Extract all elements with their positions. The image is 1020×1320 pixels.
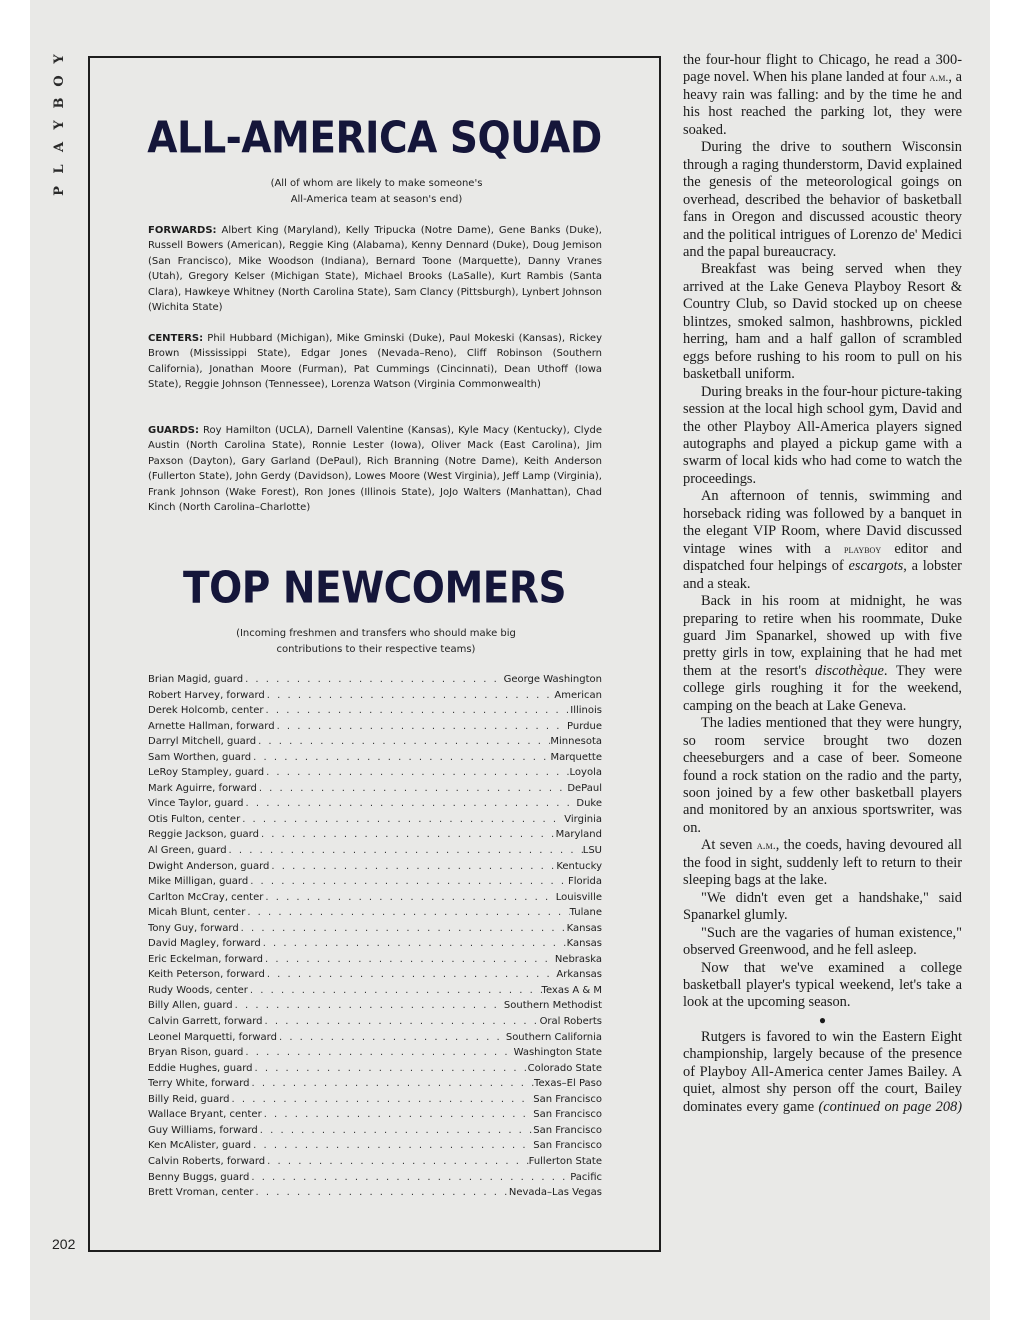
newcomer-team: Maryland <box>555 829 602 841</box>
dot-leader <box>251 1138 533 1154</box>
newcomer-row <box>148 734 602 750</box>
squad-subtitle-line: All-America team at season's end) <box>290 194 463 205</box>
newcomer-name: Eric Eckelman, forward <box>148 953 263 965</box>
spine-letter: Y <box>52 54 67 64</box>
newcomer-team: San Francisco <box>533 1140 602 1152</box>
spine-letter: O <box>52 75 67 87</box>
article-text: An afternoon of tennis, swimming and horseback riding was followed by a banquet in the elegant VIP Room, where David discussed vintage wines with a <box>683 488 962 557</box>
newcomer-team: Duke <box>576 798 602 810</box>
newcomers-subtitle-line: (Incoming freshmen and transfers who should make big <box>236 628 516 639</box>
dot-leader <box>252 1061 527 1077</box>
newcomer-name: Dwight Anderson, guard <box>148 860 270 872</box>
newcomer-row <box>148 672 602 688</box>
newcomer-team: Pacific <box>570 1171 602 1183</box>
newcomer-row <box>148 1107 602 1123</box>
newcomer-row <box>148 827 602 843</box>
newcomer-team: Colorado State <box>527 1062 602 1074</box>
newcomer-team: San Francisco <box>533 1093 602 1105</box>
newcomer-name: Darryl Mitchell, guard <box>148 736 257 748</box>
newcomer-name: Wallace Bryant, center <box>148 1109 262 1121</box>
article-text: a.m. <box>929 70 949 85</box>
dot-leader <box>227 843 583 859</box>
newcomer-name: Calvin Roberts, forward <box>148 1155 266 1167</box>
newcomer-team: Kansas <box>566 938 602 950</box>
dot-leader <box>261 936 567 952</box>
squad-subtitle <box>220 176 533 208</box>
dot-leader <box>248 983 542 999</box>
dot-leader <box>243 1045 513 1061</box>
newcomer-team: Southern Methodist <box>503 1000 602 1012</box>
newcomer-name: Billy Allen, guard <box>148 1000 233 1012</box>
dot-leader <box>249 1170 570 1186</box>
centers-label: CENTERS: <box>148 333 204 344</box>
newcomer-row <box>148 859 602 875</box>
article-text: discothèque <box>815 662 884 679</box>
newcomer-team: Loyola <box>569 767 602 779</box>
newcomer-row <box>148 796 602 812</box>
newcomer-name: Calvin Garrett, forward <box>148 1016 263 1028</box>
newcomer-team: Oral Roberts <box>539 1016 602 1028</box>
newcomer-name: Tony Guy, forward <box>148 922 239 934</box>
sidebar-box <box>88 56 661 1252</box>
forwards-label: FORWARDS: <box>148 225 217 236</box>
newcomer-name: Sam Worthen, guard <box>148 751 252 763</box>
newcomer-team: Washington State <box>513 1047 602 1059</box>
newcomer-row <box>148 1030 602 1046</box>
dot-leader <box>265 1154 528 1170</box>
spine-title <box>52 48 68 202</box>
newcomer-team: Illinois <box>570 705 602 717</box>
magazine-page <box>30 0 990 1320</box>
newcomer-name: Billy Reid, guard <box>148 1093 230 1105</box>
newcomer-row <box>148 1092 602 1108</box>
newcomer-row <box>148 998 602 1014</box>
dot-leader <box>239 921 567 937</box>
newcomer-row <box>148 1061 602 1077</box>
newcomer-team: Purdue <box>567 720 602 732</box>
newcomer-name: Benny Buggs, guard <box>148 1171 250 1183</box>
newcomer-name: Mike Milligan, guard <box>148 876 249 888</box>
dot-leader <box>264 765 569 781</box>
dot-leader <box>265 967 557 983</box>
newcomer-row <box>148 812 602 828</box>
guards-paragraph <box>148 423 602 515</box>
dot-leader <box>277 1030 506 1046</box>
dot-leader <box>257 781 567 797</box>
newcomer-row <box>148 874 602 890</box>
newcomer-name: Vince Taylor, guard <box>148 798 244 810</box>
guards-list: Roy Hamilton (UCLA), Darnell Valentine (Kansas), Kyle Macy (Kentucky), Clyde Austin (North Carolina State), Ronnie Lester (Iowa), Oliver Mack (East Carolina), Jim Paxson (Dayton), Gary Garland (DePaul), Rich Branning (Notre Dame), Keith Anderson (Fullerton State), John Gerdy (Davidson), Lowes Moore (West Virginia), Jeff Lamp (Virginia), Frank Johnson (Wake Forest), Ron Jones (Illinois State), JoJo Walters (Manhattan), Chad Kinch (North Carolina–Charlotte) <box>148 425 602 514</box>
newcomer-team: Virginia <box>564 813 602 825</box>
newcomer-row <box>148 905 602 921</box>
article-text: Rutgers is favored to win the Eastern Eight championship, largely because of the presence of Playboy All-America center James Bailey. A quiet, almost shy person off the court, Bailey dominates every game <box>683 1028 962 1115</box>
article-text: At seven <box>701 837 757 854</box>
article-paragraph: During the drive to southern Wisconsin through a raging thunderstorm, David explained the genesis of the meteorological goings on overhead, described the behavior of basketball fans in Oregon and discussed acoustic theory and the political intrigues of Lorenzo de' Medici and the papal bureaucracy. <box>683 139 962 260</box>
spine-letter: B <box>52 97 67 109</box>
dot-leader <box>263 952 555 968</box>
newcomer-team: Kentucky <box>556 860 602 872</box>
article-text: , a lobster and a steak. <box>683 558 962 592</box>
guards-label: GUARDS: <box>148 425 199 436</box>
newcomer-team: Southern California <box>505 1031 602 1043</box>
newcomer-name: Micah Blunt, center <box>148 907 246 919</box>
article-paragraph: Breakfast was being served when they arrived at the Lake Geneva Playboy Resort & Country Club, so David stocked up on cheese blintzes, smoked salmon, hashbrowns, pickled herring, ham and a half gallon of scrambled eggs before rushing to his room to pull on his basketball uniform. <box>683 261 962 383</box>
newcomer-name: Eddie Hughes, guard <box>148 1062 253 1074</box>
article-paragraph: "We didn't even get a handshake," said Spanarkel glumly. <box>683 889 962 924</box>
dot-leader <box>256 734 550 750</box>
dot-leader <box>264 703 571 719</box>
newcomer-row <box>148 983 602 999</box>
article-paragraph <box>683 488 962 593</box>
centers-paragraph <box>148 331 602 393</box>
section-bullet-icon: ● <box>818 1012 827 1027</box>
dot-leader <box>263 890 555 906</box>
newcomer-row <box>148 1123 602 1139</box>
dot-leader <box>245 905 569 921</box>
article-text: . They were college girls roughing it for the weekend, camping on the beach at Lake Geneva. <box>683 662 962 714</box>
article-text: , the coeds, having devoured all the food in sight, suddenly left to return to their sleeping bags at the lake. <box>683 837 963 889</box>
newcomer-name: Leonel Marquetti, forward <box>148 1031 277 1043</box>
newcomer-name: Arnette Hallman, forward <box>148 720 275 732</box>
dot-leader <box>240 812 564 828</box>
dot-leader <box>248 874 568 890</box>
dot-leader <box>275 719 567 735</box>
dot-leader <box>259 827 556 843</box>
dot-leader <box>258 1123 534 1139</box>
newcomer-name: Reggie Jackson, guard <box>148 829 259 841</box>
article-text: a.m. <box>756 838 776 853</box>
newcomer-team: Texas–El Paso <box>534 1078 602 1090</box>
newcomer-team: Tulane <box>569 907 602 919</box>
dot-leader <box>265 688 555 704</box>
dot-leader <box>262 1107 534 1123</box>
squad-subtitle-line: (All of whom are likely to make someone's <box>270 178 483 189</box>
dot-leader <box>230 1092 534 1108</box>
newcomer-row <box>148 719 602 735</box>
newcomer-row <box>148 1045 602 1061</box>
newcomer-name: Ken McAlister, guard <box>148 1140 252 1152</box>
article-text: Back in his room at midnight, he was preparing to retire when his roommate, Duke guard Jim Spanarkel, showed up with five pretty girls in tow, explaining that he had met them at the resort's <box>683 593 962 679</box>
newcomer-name: Carlton McCray, center <box>148 891 264 903</box>
newcomer-name: Robert Harvey, forward <box>148 689 265 701</box>
newcomer-row <box>148 765 602 781</box>
newcomer-row <box>148 1076 602 1092</box>
article-paragraph <box>683 837 962 889</box>
newcomer-team: Arkansas <box>556 969 602 981</box>
spine-letter: Y <box>52 120 67 130</box>
squad-title: ALL-AMERICA SQUAD <box>147 113 602 164</box>
page-number: 202 <box>52 1236 76 1252</box>
newcomer-team: LSU <box>582 845 602 857</box>
continued-note: (continued on page 208) <box>818 1098 962 1115</box>
newcomer-team: Nevada–Las Vegas <box>508 1187 602 1199</box>
newcomer-row <box>148 843 602 859</box>
newcomer-name: Keith Peterson, forward <box>148 969 265 981</box>
article-column <box>683 52 962 1116</box>
newcomer-row <box>148 781 602 797</box>
newcomer-team: Fullerton State <box>528 1155 602 1167</box>
newcomer-row <box>148 952 602 968</box>
newcomer-row <box>148 936 602 952</box>
dot-leader <box>244 796 577 812</box>
article-paragraph <box>683 593 962 715</box>
article-text: the four-hour flight to Chicago, he read a 300-page novel. When his plane landed at four <box>683 52 962 86</box>
newcomer-team: Kansas <box>566 922 602 934</box>
dot-leader <box>233 998 504 1014</box>
newcomer-team: San Francisco <box>533 1109 602 1121</box>
newcomer-name: Guy Williams, forward <box>148 1124 258 1136</box>
spine-letter: P <box>52 186 67 196</box>
newcomer-team: Florida <box>567 876 602 888</box>
newcomer-team: DePaul <box>567 782 602 794</box>
dot-leader <box>263 1014 540 1030</box>
newcomer-name: Mark Aguirre, forward <box>148 782 257 794</box>
newcomer-name: David Magley, forward <box>148 938 261 950</box>
newcomer-row <box>148 1170 602 1186</box>
newcomer-name: Derek Holcomb, center <box>148 705 264 717</box>
newcomer-row <box>148 703 602 719</box>
newcomer-name: Brett Vroman, center <box>148 1187 254 1199</box>
article-text: editor and dispatched four helpings of <box>683 540 963 575</box>
dot-leader <box>249 1076 534 1092</box>
forwards-list: Albert King (Maryland), Kelly Tripucka (Notre Dame), Gene Banks (Duke), Russell Bowers (American), Reggie King (Alabama), Kenny Dennard (Duke), Doug Jemison (San Francisco), Mike Woodson (Indiana), Bernard Toone (Marquette), Danny Vranes (Utah), Gregory Kelser (Michigan State), Michael Brooks (LaSalle), Kurt Rambis (Santa Clara), Hawkeye Whitney (North Carolina State), Sam Clancy (Pittsburgh), Lynbert Johnson (Wichita State) <box>148 225 602 314</box>
newcomer-row <box>148 890 602 906</box>
spine-letter: L <box>52 164 67 174</box>
newcomer-name: Rudy Woods, center <box>148 984 248 996</box>
spine-letter: A <box>52 141 67 153</box>
newcomer-team: Nebraska <box>554 953 602 965</box>
newcomer-row <box>148 750 602 766</box>
article-paragraph: Now that we've examined a college basketball player's typical weekend, let's take a look at the upcoming season. <box>683 959 962 1011</box>
newcomers-subtitle <box>206 626 546 658</box>
article-paragraph: "Such are the vagaries of human existence," observed Greenwood, and he fell asleep. <box>683 924 962 959</box>
forwards-paragraph <box>148 223 602 315</box>
newcomer-row <box>148 1138 602 1154</box>
newcomer-row <box>148 1185 602 1201</box>
newcomer-row <box>148 1154 602 1170</box>
newcomer-team: Texas A & M <box>541 984 602 996</box>
article-text: escargots <box>848 558 904 575</box>
newcomer-name: Al Green, guard <box>148 845 227 857</box>
dot-leader <box>251 750 550 766</box>
newcomer-row <box>148 1014 602 1030</box>
article-paragraph: During breaks in the four-hour picture-taking session at the local high school gym, David and the other Playboy All-America players signed autographs and played a pickup game with a swarm of local kids who had come to watch the proceedings. <box>683 383 962 487</box>
newcomer-name: Terry White, forward <box>148 1078 250 1090</box>
newcomer-name: Otis Fulton, center <box>148 813 241 825</box>
article-text: playboy <box>844 541 882 556</box>
dot-leader <box>254 1185 509 1201</box>
newcomer-team: San Francisco <box>533 1124 602 1136</box>
newcomers-title: TOP NEWCOMERS <box>182 563 567 614</box>
newcomer-name: LeRoy Stampley, guard <box>148 767 265 779</box>
newcomer-row <box>148 688 602 704</box>
newcomers-subtitle-line: contributions to their respective teams) <box>276 644 476 655</box>
article-paragraph <box>683 1029 962 1116</box>
newcomer-team: Marquette <box>550 751 602 763</box>
newcomer-name: Bryan Rison, guard <box>148 1047 244 1059</box>
newcomer-name: Brian Magid, guard <box>148 674 244 685</box>
newcomer-team: American <box>554 689 602 701</box>
article-paragraph: The ladies mentioned that they were hungry, so room service brought two dozen cheeseburgers and a case of beer. Someone found a rock station on the radio and the party, soon joined by a few other basketball players and monitored by an anxious sportswriter, was on. <box>683 715 962 836</box>
newcomer-row <box>148 921 602 937</box>
newcomer-team: George Washington <box>503 674 602 685</box>
newcomer-team: Louisville <box>555 891 602 903</box>
centers-list: Phil Hubbard (Michigan), Mike Gminski (Duke), Paul Mokeski (Kansas), Rickey Brown (Mississippi State), Edgar Jones (Nevada–Reno), Cliff Robinson (Southern California), Jonathan Moore (Furman), Pat Cummings (Cincinnati), Dean Uthoff (Iowa State), Reggie Johnson (Tennessee), Lorenza Watson (Virginia Commonwealth) <box>148 333 602 391</box>
dot-leader <box>243 672 504 688</box>
dot-leader <box>269 859 556 875</box>
newcomer-row <box>148 967 602 983</box>
newcomers-list <box>148 672 602 1201</box>
newcomer-team: Minnesota <box>550 736 602 748</box>
article-paragraph <box>683 52 962 139</box>
article-text: , a heavy rain was falling: and by the time he and his host reached the parking lot, they were soaked. <box>683 69 962 138</box>
